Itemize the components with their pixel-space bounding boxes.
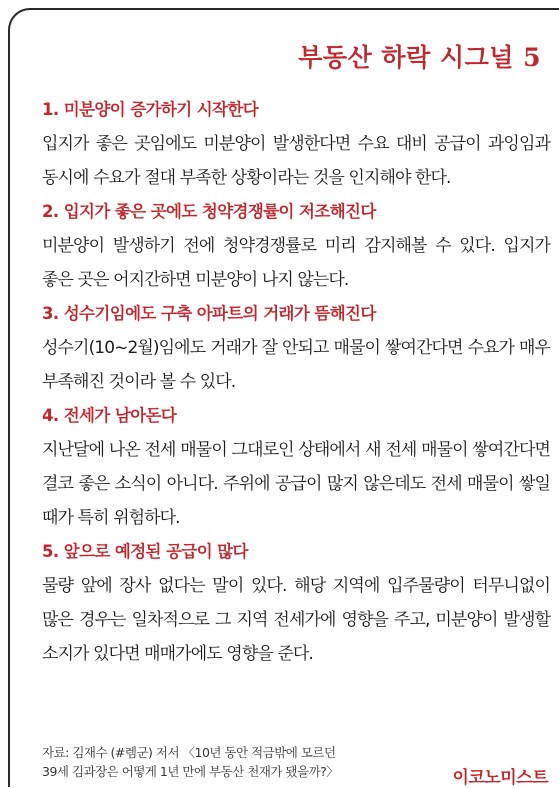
signal-item-2: [42, 199, 550, 297]
signal-body: 입지가 좋은 곳임에도 미분양이 발생한다면 수요 대비 공급이 과잉임과 동시에 수요가 절대 부족한 상황이라는 것을 인지해야 한다.: [42, 134, 550, 188]
signal-heading-text: 성수기임에도 구축 아파트의 거래가 뜸해진다: [63, 304, 376, 323]
signal-heading: [42, 539, 550, 565]
signal-number: 1.: [42, 100, 59, 119]
signal-item-4: [42, 403, 550, 535]
signal-body: 물량 앞에 장사 없다는 말이 있다. 해당 지역에 입주물량이 터무니없이 많은 경우는 일차적으로 그 지역 전세가에 영향을 주고, 미분양이 발생할 소지가 있다면 매매가에도 영향을 준다.: [42, 576, 550, 664]
signal-item-5: [42, 539, 550, 671]
footer: [42, 743, 552, 787]
brand-logo: 이코노미스트: [452, 768, 548, 788]
signal-body: 지난달에 나온 전세 매물이 그대로인 상태에서 새 전세 매물이 쌓여간다면 결코 좋은 소식이 아니다. 주위에 공급이 많지 않은데도 전세 매물이 쌓일 때가 특히 위험하다.: [42, 440, 550, 528]
signal-number: 5.: [42, 542, 59, 561]
signal-heading-text: 앞으로 예정된 공급이 많다: [63, 542, 248, 561]
source-line-1: 자료: 김재수 (#렘군) 저서 〈10년 동안 적금밖에 모르던: [42, 745, 336, 760]
signal-heading: [42, 199, 550, 225]
signal-item-1: [42, 97, 550, 195]
signal-heading-text: 미분양이 증가하기 시작한다: [63, 100, 259, 119]
page-title: 부동산 하락 시그널 5: [298, 43, 541, 72]
signal-number: 2.: [42, 202, 59, 221]
signal-number: 4.: [42, 406, 59, 425]
source-note: [42, 743, 338, 781]
signal-item-3: [42, 301, 550, 399]
signal-number: 3.: [42, 304, 59, 323]
signal-heading-text: 입지가 좋은 곳에도 청약경쟁률이 저조해진다: [63, 202, 376, 221]
signal-heading: [42, 301, 550, 327]
signal-heading: [42, 97, 550, 123]
signal-list: [42, 97, 550, 675]
signal-body: 미분양이 발생하기 전에 청약경쟁률로 미리 감지해볼 수 있다. 입지가 좋은 곳은 어지간하면 미분양이 나지 않는다.: [42, 236, 550, 290]
source-line-2: 39세 김과장은 어떻게 1년 만에 부동산 천재가 됐을까?〉: [42, 764, 339, 779]
signal-heading-text: 전세가 남아돈다: [63, 406, 177, 425]
signal-heading: [42, 403, 550, 429]
signal-body: 성수기(10~2월)임에도 거래가 잘 안되고 매물이 쌓여간다면 수요가 매우 부족해진 것이라 볼 수 있다.: [42, 338, 550, 392]
